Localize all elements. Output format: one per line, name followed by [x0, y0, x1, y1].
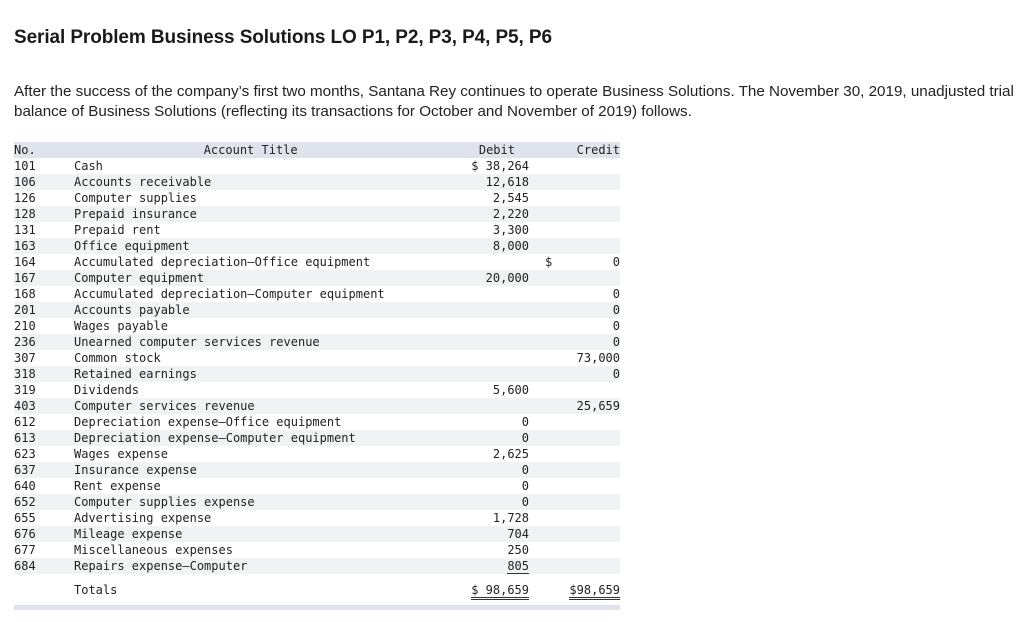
debit-amount — [452, 334, 529, 350]
credit-amount — [529, 302, 620, 318]
credit-amount — [529, 190, 620, 206]
credit-amount — [529, 510, 620, 526]
account-number: 236 — [14, 335, 36, 349]
debit-amount — [452, 398, 529, 414]
debit-amount — [452, 446, 529, 462]
debit-value: 250 — [507, 543, 529, 557]
account-number: 637 — [14, 463, 36, 477]
table-row — [14, 494, 620, 510]
credit-amount — [529, 270, 620, 286]
account-number: 612 — [14, 415, 36, 429]
account-title: Rent expense — [74, 479, 161, 493]
trial-balance-table — [14, 142, 620, 599]
credit-value: 0 — [612, 287, 620, 301]
debit-value: 704 — [507, 527, 529, 541]
totals-label: Totals — [74, 583, 118, 597]
account-number: 128 — [14, 207, 36, 221]
debit-amount — [452, 414, 529, 430]
table-row — [14, 174, 620, 190]
debit-amount — [452, 350, 529, 366]
account-number: 201 — [14, 303, 36, 317]
credit-value: 0 — [612, 335, 620, 349]
credit-amount — [529, 174, 620, 190]
table-body — [14, 158, 620, 574]
account-title: Computer supplies expense — [74, 495, 255, 509]
debit-value: 0 — [521, 479, 529, 493]
table-row — [14, 382, 620, 398]
debit-value: 8,000 — [492, 239, 529, 253]
totals-row — [14, 581, 620, 599]
totals-credit-cell — [529, 581, 620, 599]
debit-amount — [452, 462, 529, 478]
credit-amount — [529, 350, 620, 366]
debit-amount — [452, 318, 529, 334]
account-number: 164 — [14, 255, 36, 269]
account-title: Computer services revenue — [74, 399, 255, 413]
account-title: Accounts receivable — [74, 175, 212, 189]
account-number: 167 — [14, 271, 36, 285]
table-row — [14, 430, 620, 446]
account-title: Accounts payable — [74, 303, 190, 317]
account-title: Depreciation expense—Office equipment — [74, 415, 342, 429]
debit-value: 0 — [521, 431, 529, 445]
debit-amount — [452, 222, 529, 238]
debit-value: 5,600 — [492, 383, 529, 397]
credit-value: 73,000 — [576, 351, 620, 365]
page-title: Serial Problem Business Solutions LO P1, P2, P3, P4, P5, P6 — [14, 27, 552, 48]
table-row — [14, 398, 620, 414]
debit-amount — [452, 382, 529, 398]
credit-amount — [529, 558, 620, 574]
account-title: Wages expense — [74, 447, 168, 461]
account-number: 684 — [14, 559, 36, 573]
table-row — [14, 222, 620, 238]
credit-amount — [529, 238, 620, 254]
debit-value: 2,545 — [492, 191, 529, 205]
header-account-title: Account Title — [203, 143, 298, 157]
account-number: 652 — [14, 495, 36, 509]
account-number: 640 — [14, 479, 36, 493]
credit-amount — [529, 414, 620, 430]
debit-amount — [452, 302, 529, 318]
account-number: 677 — [14, 543, 36, 557]
credit-value: 0 — [612, 319, 620, 333]
table-row — [14, 414, 620, 430]
account-number: 623 — [14, 447, 36, 461]
credit-amount — [529, 478, 620, 494]
table-row — [14, 286, 620, 302]
debit-value: 12,618 — [485, 175, 529, 189]
account-number: 131 — [14, 223, 36, 237]
table-row — [14, 558, 620, 574]
debit-amount — [452, 190, 529, 206]
account-title: Common stock — [74, 351, 161, 365]
table-row — [14, 158, 620, 174]
totals-spacer — [14, 581, 74, 599]
account-number: 163 — [14, 239, 36, 253]
account-number: 168 — [14, 287, 36, 301]
debit-amount — [452, 430, 529, 446]
account-title: Office equipment — [74, 239, 190, 253]
debit-amount — [452, 558, 529, 574]
table-row — [14, 446, 620, 462]
credit-amount — [529, 206, 620, 222]
table-bottom-bar — [14, 605, 620, 610]
account-title: Insurance expense — [74, 463, 197, 477]
account-title: Cash — [74, 159, 103, 173]
debit-amount — [452, 286, 529, 302]
account-number: 126 — [14, 191, 36, 205]
debit-amount — [452, 158, 529, 174]
debit-value: 0 — [521, 415, 529, 429]
account-title: Wages payable — [74, 319, 168, 333]
credit-value: 0 — [612, 303, 620, 317]
credit-amount — [529, 334, 620, 350]
account-title: Prepaid rent — [74, 223, 161, 237]
account-number: 655 — [14, 511, 36, 525]
totals-debit: $ 98,659 — [471, 583, 529, 600]
credit-amount — [529, 542, 620, 558]
account-number: 319 — [14, 383, 36, 397]
account-title: Depreciation expense—Computer equipment — [74, 431, 356, 445]
account-title: Dividends — [74, 383, 140, 397]
table-row — [14, 206, 620, 222]
debit-amount — [452, 270, 529, 286]
totals-credit: $98,659 — [569, 583, 620, 600]
credit-amount — [529, 254, 620, 270]
table-row — [14, 270, 620, 286]
table-row — [14, 478, 620, 494]
credit-amount — [529, 366, 620, 382]
debit-value: 2,625 — [492, 447, 529, 461]
debit-value: 20,000 — [485, 271, 529, 285]
intro-paragraph: After the success of the company’s first two months, Santana Rey continues to operate Business Solutions. The November 30, 2019, unadjusted trial balance of Business Solutions (reflecting its transactions for October and November of 2019) follows. — [14, 83, 1014, 120]
debit-value: 1,728 — [492, 511, 529, 525]
account-number: 307 — [14, 351, 36, 365]
table-row — [14, 254, 620, 270]
table-row — [14, 510, 620, 526]
credit-amount — [529, 462, 620, 478]
credit-value: 25,659 — [576, 399, 620, 413]
debit-amount — [452, 494, 529, 510]
account-title: Computer equipment — [74, 271, 205, 285]
credit-amount — [529, 286, 620, 302]
credit-amount — [529, 446, 620, 462]
table-row — [14, 190, 620, 206]
credit-amount — [529, 430, 620, 446]
account-title: Prepaid insurance — [74, 207, 197, 221]
account-number: 676 — [14, 527, 36, 541]
credit-amount — [529, 398, 620, 414]
credit-amount — [529, 158, 620, 174]
debit-amount — [452, 526, 529, 542]
debit-value: 805 — [507, 559, 529, 573]
totals-debit-cell — [452, 581, 529, 599]
account-title: Accumulated depreciation—Computer equipment — [74, 287, 385, 301]
debit-value: $ 38,264 — [471, 159, 529, 173]
account-title: Miscellaneous expenses — [74, 543, 233, 557]
debit-value: 2,220 — [492, 207, 529, 221]
debit-amount — [452, 206, 529, 222]
credit-amount — [529, 526, 620, 542]
credit-value: 0 — [612, 367, 620, 381]
table-row — [14, 334, 620, 350]
debit-value: 3,300 — [492, 223, 529, 237]
table-row — [14, 238, 620, 254]
table-header-row — [14, 142, 620, 158]
currency-symbol: $ — [545, 255, 553, 269]
debit-amount — [452, 478, 529, 494]
account-number: 613 — [14, 431, 36, 445]
table-row — [14, 350, 620, 366]
debit-amount — [452, 366, 529, 382]
credit-amount — [529, 494, 620, 510]
debit-amount — [452, 238, 529, 254]
account-title: Unearned computer services revenue — [74, 335, 320, 349]
account-title: Repairs expense—Computer — [74, 559, 248, 573]
credit-amount — [529, 382, 620, 398]
table-row — [14, 318, 620, 334]
account-number: 403 — [14, 399, 36, 413]
account-title: Computer supplies — [74, 191, 197, 205]
table-row — [14, 462, 620, 478]
debit-value: 0 — [521, 463, 529, 477]
header-debit: Debit — [478, 143, 515, 157]
credit-amount — [529, 222, 620, 238]
account-title: Retained earnings — [74, 367, 197, 381]
account-number: 106 — [14, 175, 36, 189]
table-row — [14, 366, 620, 382]
table-row — [14, 526, 620, 542]
debit-amount — [452, 542, 529, 558]
account-title: Accumulated depreciation—Office equipment — [74, 255, 371, 269]
account-title: Mileage expense — [74, 527, 183, 541]
debit-amount — [452, 254, 529, 270]
header-no: No. — [14, 143, 36, 157]
table-row — [14, 542, 620, 558]
debit-amount — [452, 174, 529, 190]
table-row — [14, 302, 620, 318]
header-credit: Credit — [576, 143, 620, 157]
account-number: 210 — [14, 319, 36, 333]
credit-amount — [529, 318, 620, 334]
credit-value: 0 — [612, 255, 620, 269]
account-number: 101 — [14, 159, 36, 173]
debit-amount — [452, 510, 529, 526]
account-title: Advertising expense — [74, 511, 212, 525]
account-number: 318 — [14, 367, 36, 381]
debit-value: 0 — [521, 495, 529, 509]
